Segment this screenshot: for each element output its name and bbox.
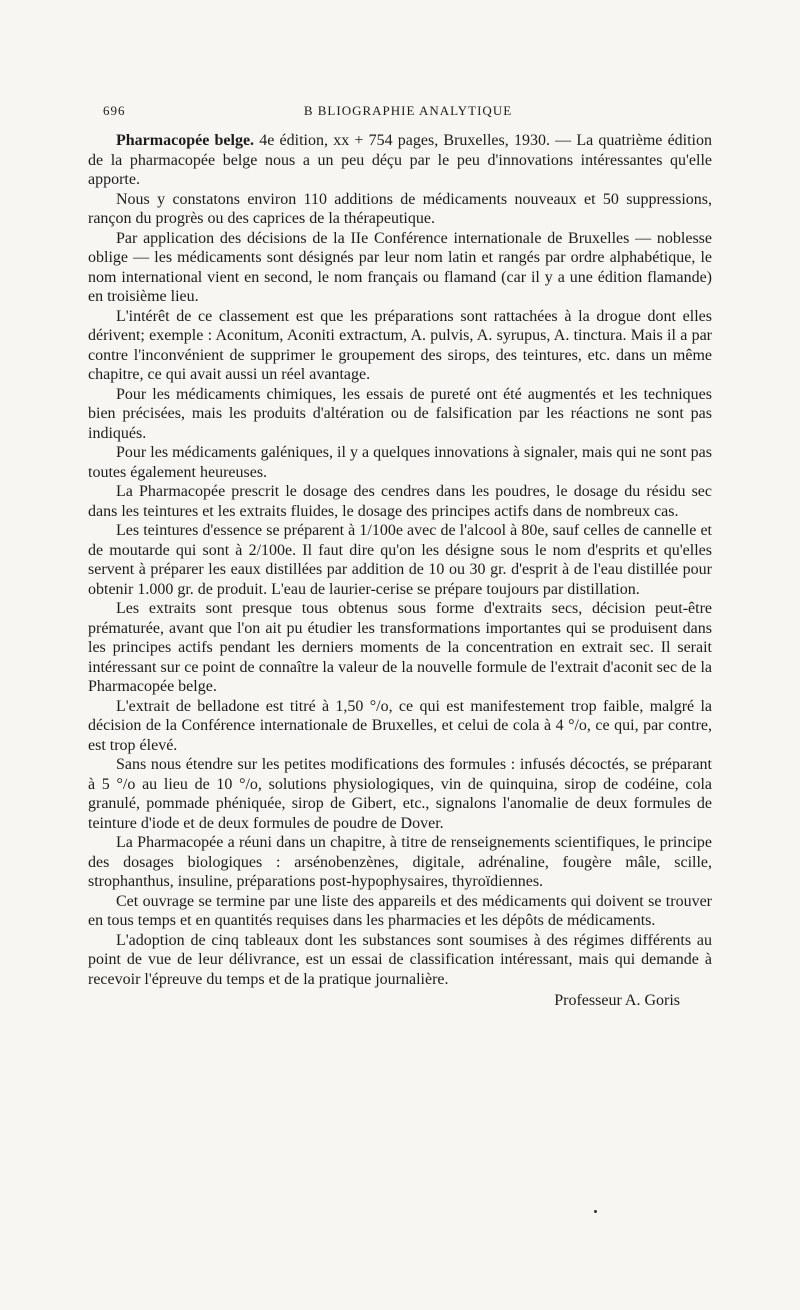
review-article (88, 131, 712, 1011)
article-title: Pharmacopée belge. (116, 132, 255, 149)
running-title: B BLIOGRAPHIE ANALYTIQUE (303, 103, 513, 118)
paragraph: Pour les médicaments chimiques, les essais de pureté ont été augmentés et les techniques bien précisées, mais les produits d'altération ou de falsification par les réactions ne sont pas indiqués. (88, 385, 712, 442)
paragraph: Les teintures d'essence se préparent à 1/100e avec de l'alcool à 80e, sauf celles de cannelle et de moutarde qui sont à 2/100e. Il faut dire qu'on les désigne sous le nom d'esprits et qu'elles servent à préparer les eaux distillées par addition de 10 ou 30 gr. d'esprit à de l'eau distillée pour obtenir 1.000 gr. de produit. L'eau de laurier-cerise se prépare toujours par distillation. (88, 522, 712, 598)
paragraph: Pour les médicaments galéniques, il y a quelques innovations à signaler, mais qui ne sont pas toutes également heureuses. (88, 444, 712, 481)
paragraph: L'intérêt de ce classement est que les préparations sont rattachées à la drogue dont elles dérivent; exemple : Aconitum, Aconiti extractum, A. pulvis, A. syrupus, A. tinctura. Mais il a par contre l'inconvénient de supprimer le groupement des sirops, des teintures, etc. dans un même chapitre, ce qui avait aussi un réel avantage. (88, 307, 712, 383)
paragraph: L'adoption de cinq tableaux dont les substances sont soumises à des régimes différents au point de vue de leur délivrance, est un essai de classification intéressant, mais qui demande à recevoir l'épreuve du temps et de la pratique journalière. (88, 931, 712, 988)
paragraph: La Pharmacopée prescrit le dosage des cendres dans les poudres, le dosage du résidu sec dans les teintures et les extraits fluides, le dosage des principes actifs dans de nombreux cas. (88, 483, 712, 520)
article-lead-paragraph (88, 131, 712, 190)
paragraph: La Pharmacopée a réuni dans un chapitre, à titre de renseignements scientifiques, le principe des dosages biologiques : arsénobenzènes, digitale, adrénaline, fougère mâle, scille, strophanthus, insuline, préparations post-hypophysaires, thyroïdiennes. (88, 834, 712, 890)
paragraph: Sans nous étendre sur les petites modifications des formules : infusés décoctés, se préparant à 5 °/o au lieu de 10 °/o, solutions physiologiques, vin de quinquina, sirop de codéine, cola granulé, pommade phéniquée, sirop de Gibert, etc., signalons l'anomalie de deux formules de teinture d'iode et de deux formules de poudre de Dover. (88, 756, 712, 832)
article-lead: 4e édition, xx + 754 pages, Bruxelles, 1930. — La quatrième édition de la pharmacopée belge nous a un peu déçu par le peu d'innovations intéressantes qu'elle apporte. (88, 132, 713, 188)
ink-speck (594, 1210, 597, 1213)
paragraph: L'extrait de belladone est titré à 1,50 °/o, ce qui est manifestement trop faible, malgré la décision de la Conférence internationale de Bruxelles, et celui de cola à 4 °/o, ce qui, par contre, est trop élevé. (88, 697, 712, 754)
paragraph: Par application des décisions de la IIe Conférence internationale de Bruxelles — noblesse oblige — les médicaments sont désignés par leur nom latin et rangés par ordre alphabétique, le nom international vient en second, le nom français ou flamand (car il y a une édition flamande) en troisième lieu. (88, 229, 712, 305)
paragraph: Les extraits sont presque tous obtenus sous forme d'extraits secs, décision peut-être prématurée, avant que l'on ait pu étudier les transformations importantes qui se produisent dans les principes actifs pendant les derniers moments de la concentration en extrait sec. Il serait intéressant sur ce point de connaître la valeur de la nouvelle formule de l'extrait d'aconit sec de la Pharmacopée belge. (88, 600, 712, 695)
paragraph: Cet ouvrage se termine par une liste des appareils et des médicaments qui doivent se trouver en tous temps et en quantités requises dans les pharmacies et les dépôts de médicaments. (88, 892, 712, 929)
paragraph: Nous y constatons environ 110 additions de médicaments nouveaux et 50 suppressions, rançon du progrès ou des caprices de la thérapeutique. (88, 190, 712, 227)
page-header (103, 103, 713, 125)
signature: Professeur A. Goris (554, 992, 680, 1009)
page-number: 696 (103, 103, 126, 118)
